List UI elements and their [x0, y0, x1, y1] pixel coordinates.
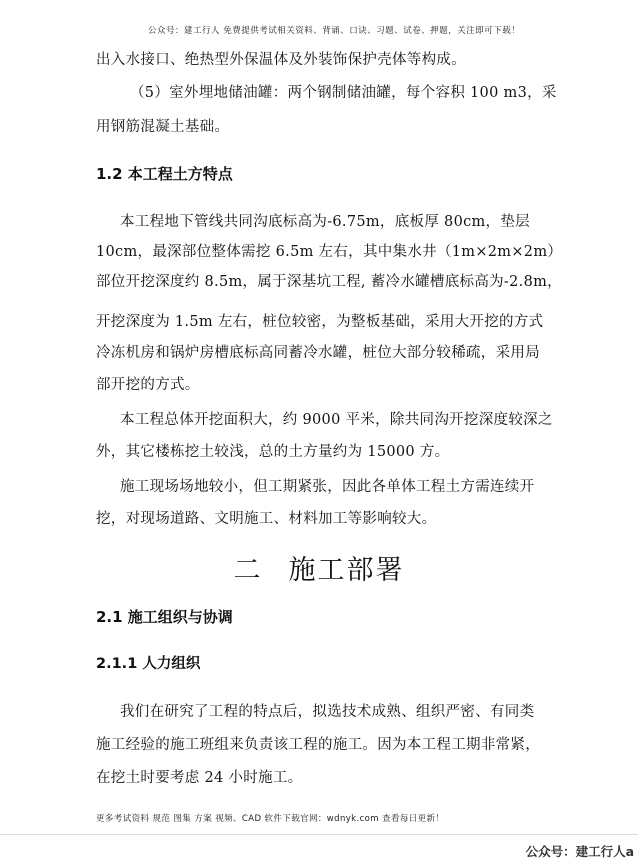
- paragraph-line: 施工现场场地较小，但工期紧张，因此各单体工程土方需连续开: [120, 479, 535, 495]
- paragraph-line: 部开挖的方式。: [96, 377, 200, 393]
- paragraph-line: 10cm，最深部位整体需挖 6.5m 左右，其中集水井（1m×2m×2m）: [96, 244, 563, 260]
- section-2-1-heading: 2.1 施工组织与协调: [96, 608, 233, 626]
- section-1-2-heading: 1.2 本工程土方特点: [96, 165, 233, 183]
- header-note: 公众号：建工行人 免费提供考试相关资料、背诵、口诀、习题、试卷、押题，关注即可下载！: [148, 26, 521, 36]
- paragraph-line: 冷冻机房和锅炉房槽底标高同蓄冷水罐，桩位大部分较稀疏，采用局: [96, 345, 540, 361]
- paragraph-line: 外，其它楼栋挖土较浅，总的土方量约为 15000 方。: [96, 444, 450, 460]
- chapter-title: [0, 548, 638, 587]
- divider: [0, 834, 638, 835]
- paragraph-line: 在挖土时要考虑 24 小时施工。: [96, 770, 303, 786]
- chapter-name: 施工部署: [288, 555, 405, 586]
- paragraph-line: 施工经验的施工班组来负责该工程的施工。因为本工程工期非常紧，: [96, 737, 540, 753]
- paragraph-line: 开挖深度为 1.5m 左右，桩位较密，为整板基础，采用大开挖的方式: [96, 314, 544, 330]
- footer-note: 更多考试资料 规范 图集 方案 视频、CAD 软件下载官网：wdnyk.com 查看每日更新！: [96, 814, 445, 824]
- paragraph-line: 本工程总体开挖面积大，约 9000 平米，除共同沟开挖深度较深之: [120, 412, 553, 428]
- paragraph-line: 本工程地下管线共同沟底标高为-6.75m，底板厚 80cm，垫层: [120, 214, 530, 230]
- chapter-number: 二: [233, 555, 263, 586]
- section-2-1-1-heading: 2.1.1 人力组织: [96, 656, 201, 672]
- intro-line-3: 用钢筋混凝土基础。: [96, 119, 230, 135]
- paragraph-line: 部位开挖深度约 8.5m，属于深基坑工程, 蓄冷水罐槽底标高为-2.8m，: [96, 274, 562, 290]
- paragraph-line: 我们在研究了工程的特点后，拟选技术成熟、组织严密、有同类: [120, 704, 535, 720]
- intro-line-1: 出入水接口、绝热型外保温体及外装饰保护壳体等构成。: [96, 52, 466, 68]
- paragraph-line: 挖，对现场道路、文明施工、材料加工等影响较大。: [96, 511, 437, 527]
- watermark: 公众号：建工行人a: [525, 844, 634, 859]
- intro-line-2: （5）室外埋地储油罐：两个钢制储油罐，每个容积 100 m3，采: [130, 85, 557, 101]
